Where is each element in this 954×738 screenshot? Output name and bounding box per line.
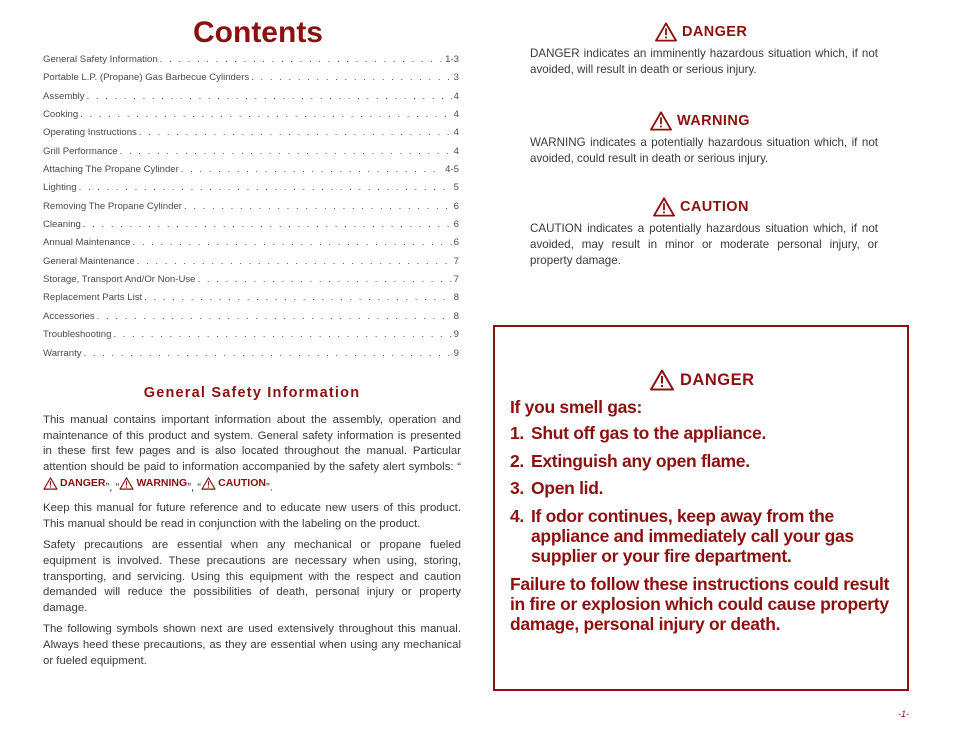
toc-row (43, 348, 459, 366)
toc-leader-dots (79, 182, 452, 193)
gas-danger-label: DANGER (680, 370, 755, 389)
warning-description: WARNING indicates a potentially hazardous situation which, if not avoided, could result in death or serious injury. (530, 136, 878, 165)
warning-triangle-icon (655, 22, 677, 42)
toc-label: Warranty (43, 347, 82, 359)
warning-triangle-icon (653, 197, 675, 217)
gas-step-2 (510, 451, 905, 471)
danger-description: DANGER indicates an imminently hazardous situation which, if not avoided, will result in death or serious injury. (530, 47, 878, 76)
toc-label: Portable L.P. (Propane) Gas Barbecue Cylinders (43, 72, 250, 84)
toc-label: Operating Instructions (43, 127, 137, 139)
general-safety-paragraph-1 (43, 413, 461, 496)
gas-intro: If you smell gas: (510, 397, 643, 417)
separator: ”, “ (105, 481, 120, 494)
toc-page-number: 5 (453, 182, 459, 194)
step-number: 4. (510, 506, 524, 526)
toc-label: Grill Performance (43, 145, 118, 157)
toc-label: Replacement Parts List (43, 292, 143, 304)
toc-row (43, 311, 459, 329)
toc-page-number: 8 (453, 292, 459, 304)
toc-page-number: 6 (453, 219, 459, 231)
toc-row (43, 109, 459, 127)
toc-row (43, 72, 459, 90)
warning-triangle-icon (201, 477, 216, 490)
general-safety-paragraph-4: The following symbols shown next are used extensively throughout this manual. Always heed these precautions, as they are essential when using any mechanical or fueled equipment. (43, 623, 461, 667)
general-safety-paragraph-3: Safety precautions are essential when any mechanical or propane fueled equipment is involved. These precautions are necessary when using, storing, transporting, and servicing. Using this equipment with the respect and caution demanded will reduce the possibilities of death, personal injury or property damage. (43, 539, 461, 615)
gas-danger-header (650, 369, 755, 391)
toc-label: General Safety Information (43, 54, 158, 65)
toc-page-number: 9 (453, 329, 459, 341)
gas-danger-box (493, 325, 909, 691)
toc-row (43, 292, 459, 310)
toc-row (43, 237, 459, 255)
caution-definition (530, 197, 878, 269)
toc-page-number: 8 (453, 310, 459, 322)
toc-page-number: 9 (453, 347, 459, 359)
toc-label: Cooking (43, 109, 79, 121)
warning-triangle-icon (650, 111, 672, 131)
toc-row (43, 256, 459, 274)
toc-row (43, 127, 459, 145)
gas-step-4 (510, 506, 905, 566)
toc-label: Removing The Propane Cylinder (43, 200, 183, 212)
danger-header (655, 22, 878, 42)
inline-caution-symbol (201, 476, 266, 492)
toc-leader-dots (132, 237, 451, 248)
step-text: Open lid. (531, 478, 604, 498)
toc-leader-dots (137, 256, 452, 267)
toc-leader-dots (198, 274, 452, 285)
step-number: 3. (510, 478, 524, 498)
toc-label: Troubleshooting (43, 329, 112, 341)
danger-label: DANGER (682, 24, 748, 40)
toc-leader-dots (251, 72, 451, 83)
toc-label: Annual Maintenance (43, 237, 131, 249)
warning-header (650, 111, 878, 131)
toc-label: Assembly (43, 90, 85, 102)
toc-leader-dots (160, 54, 443, 65)
toc-leader-dots (83, 219, 452, 230)
warning-triangle-icon (43, 477, 58, 490)
toc-leader-dots (80, 109, 451, 120)
toc-label: Attaching The Propane Cylinder (43, 164, 179, 176)
toc-page-number: 4 (453, 127, 459, 139)
paragraph-text: This manual contains important information about the assembly, operation and maintenance of this product and system. General safety information is presented in these first few pages and is also located throughout the manual. Particular attention should be paid to information accompanied by the safety alert symbols: “ (43, 414, 461, 474)
toc-page-number: 4-5 (445, 164, 459, 176)
danger-definition (530, 22, 878, 78)
toc-leader-dots (120, 146, 452, 157)
toc-label: Storage, Transport And/Or Non-Use (43, 274, 196, 286)
step-text: If odor continues, keep away from the appliance and immediately call your gas supplier or your fire department. (531, 506, 854, 566)
warning-triangle-icon (119, 477, 134, 490)
gas-step-3 (510, 478, 905, 498)
paragraph-text: ”. (265, 481, 273, 494)
toc-row (43, 201, 459, 219)
toc-leader-dots (184, 201, 452, 212)
step-text: Shut off gas to the appliance. (531, 423, 767, 443)
toc-page-number: 4 (453, 145, 459, 157)
gas-step-1 (510, 423, 905, 443)
toc-row (43, 54, 459, 72)
toc-row (43, 219, 459, 237)
toc-page-number: 7 (453, 255, 459, 267)
caution-label: CAUTION (680, 199, 749, 215)
toc-page-number: 4 (453, 90, 459, 102)
step-text: Extinguish any open flame. (531, 451, 750, 471)
toc-leader-dots (97, 311, 452, 322)
step-number: 1. (510, 423, 524, 443)
toc-label: Accessories (43, 310, 95, 322)
warning-triangle-icon (650, 369, 674, 391)
toc-leader-dots (87, 91, 452, 102)
separator: ”, “ (187, 481, 202, 494)
toc-label: Cleaning (43, 219, 81, 231)
toc-label: Lighting (43, 182, 77, 194)
toc-page-number: 6 (453, 200, 459, 212)
table-of-contents (43, 54, 459, 366)
general-safety-heading: General Safety Information (143, 385, 361, 401)
inline-danger-symbol (43, 476, 106, 492)
toc-leader-dots (181, 164, 443, 175)
toc-leader-dots (113, 329, 451, 340)
toc-leader-dots (84, 348, 452, 359)
toc-row (43, 274, 459, 292)
toc-row (43, 329, 459, 347)
toc-page-number: 6 (453, 237, 459, 249)
warning-definition (530, 111, 878, 167)
toc-leader-dots (144, 292, 451, 303)
toc-label: General Maintenance (43, 255, 135, 267)
inline-warning-symbol (119, 476, 187, 492)
toc-leader-dots (139, 127, 452, 138)
toc-row (43, 182, 459, 200)
general-safety-body (43, 413, 461, 675)
gas-failure-warning: Failure to follow these instructions could result in fire or explosion which could cause property damage, personal injury or death. (510, 574, 890, 634)
page-title: Contents (193, 16, 323, 49)
general-safety-paragraph-2: Keep this manual for future reference and to educate new users of this product. This manual should be read in conjunction with the labeling on the product. (43, 502, 461, 531)
inline-warning-label: WARNING (136, 476, 188, 489)
step-number: 2. (510, 451, 524, 471)
caution-header (653, 197, 878, 217)
caution-description: CAUTION indicates a potentially hazardous situation which, if not avoided, may result in minor or moderate personal injury, or property damage. (530, 222, 878, 267)
toc-row (43, 164, 459, 182)
warning-label: WARNING (677, 113, 750, 129)
toc-page-number: 7 (453, 274, 459, 286)
inline-danger-label: DANGER (60, 476, 106, 489)
toc-row (43, 91, 459, 109)
inline-caution-label: CAUTION (218, 476, 266, 489)
toc-page-number: 3 (453, 72, 459, 84)
toc-row (43, 146, 459, 164)
toc-page-number: 4 (453, 109, 459, 121)
page-number: -1- (898, 709, 909, 719)
toc-page-number: 1-3 (445, 54, 459, 65)
